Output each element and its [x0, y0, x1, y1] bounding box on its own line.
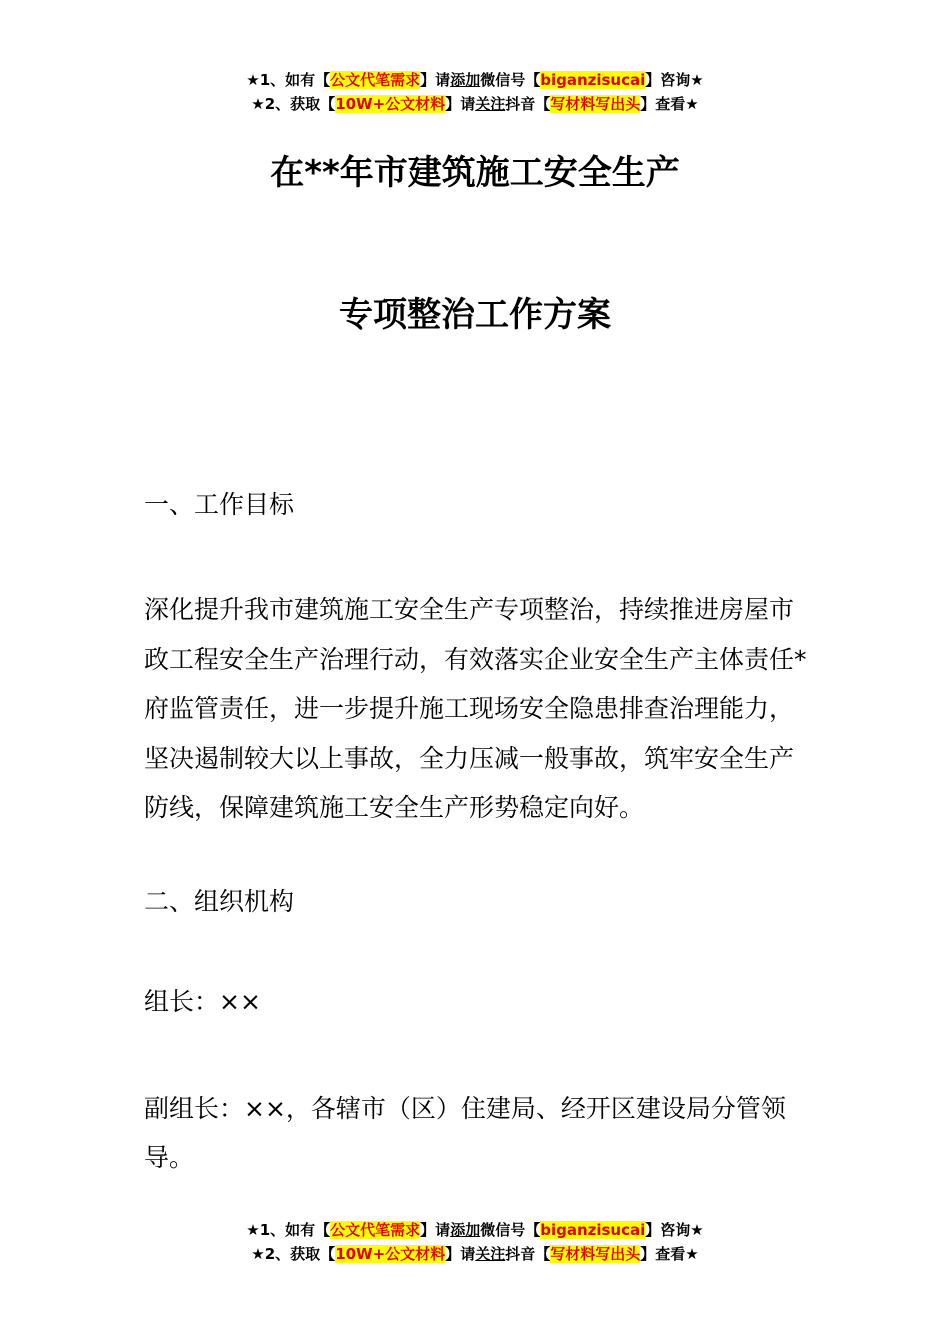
section-paragraph-goals: 深化提升我市建筑施工安全生产专项整治，持续推进房屋市政工程安全生产治理行动，有效落实企业安全生产主体责任*府监管责任，进一步提升施工现场安全隐患排查治理能力，坚决遏制较大以上事故，全力压减一般事故，筑牢安全生产防线，保障建筑施工安全生产形势稳定向好。 — [144, 595, 807, 822]
highlight-service: 公文代笔需求 — [330, 71, 421, 89]
bottom-banner — [0, 1218, 950, 1266]
section-heading-organization: 二、组织机构 — [144, 887, 295, 916]
highlight-materials: 10W+公文材料 — [335, 95, 446, 113]
document-title-line-2: 专项整治工作方案 — [339, 295, 611, 335]
underline-add: 添加 — [450, 71, 481, 89]
banner-line-1: ★1、如有【公文代笔需求】请添加微信号【biganzisucai】咨询★ — [246, 1221, 704, 1239]
underline-follow: 关注 — [475, 95, 506, 113]
highlight-douyin: 写材料写出头 — [550, 95, 641, 113]
highlight-wechat-id: biganzisucai — [540, 1221, 646, 1239]
banner-line-1: ★1、如有【公文代笔需求】请添加微信号【biganzisucai】咨询★ — [246, 71, 704, 89]
underline-follow: 关注 — [475, 1245, 506, 1263]
section-heading-goals: 一、工作目标 — [144, 490, 295, 519]
highlight-materials: 10W+公文材料 — [335, 1245, 446, 1263]
banner-line-2: ★2、获取【10W+公文材料】请关注抖音【写材料写出头】查看★ — [251, 1245, 699, 1263]
highlight-service: 公文代笔需求 — [330, 1221, 421, 1239]
top-banner — [0, 68, 950, 116]
deputy-leader-line: 副组长：××，各辖市（区）住建局、经开区建设局分管领导。 — [144, 1094, 786, 1172]
highlight-wechat-id: biganzisucai — [540, 71, 646, 89]
document-title-line-1: 在**年市建筑施工安全生产 — [270, 153, 680, 193]
highlight-douyin: 写材料写出头 — [550, 1245, 641, 1263]
leader-line: 组长：×× — [144, 987, 261, 1016]
banner-line-2: ★2、获取【10W+公文材料】请关注抖音【写材料写出头】查看★ — [251, 95, 699, 113]
underline-add: 添加 — [450, 1221, 481, 1239]
